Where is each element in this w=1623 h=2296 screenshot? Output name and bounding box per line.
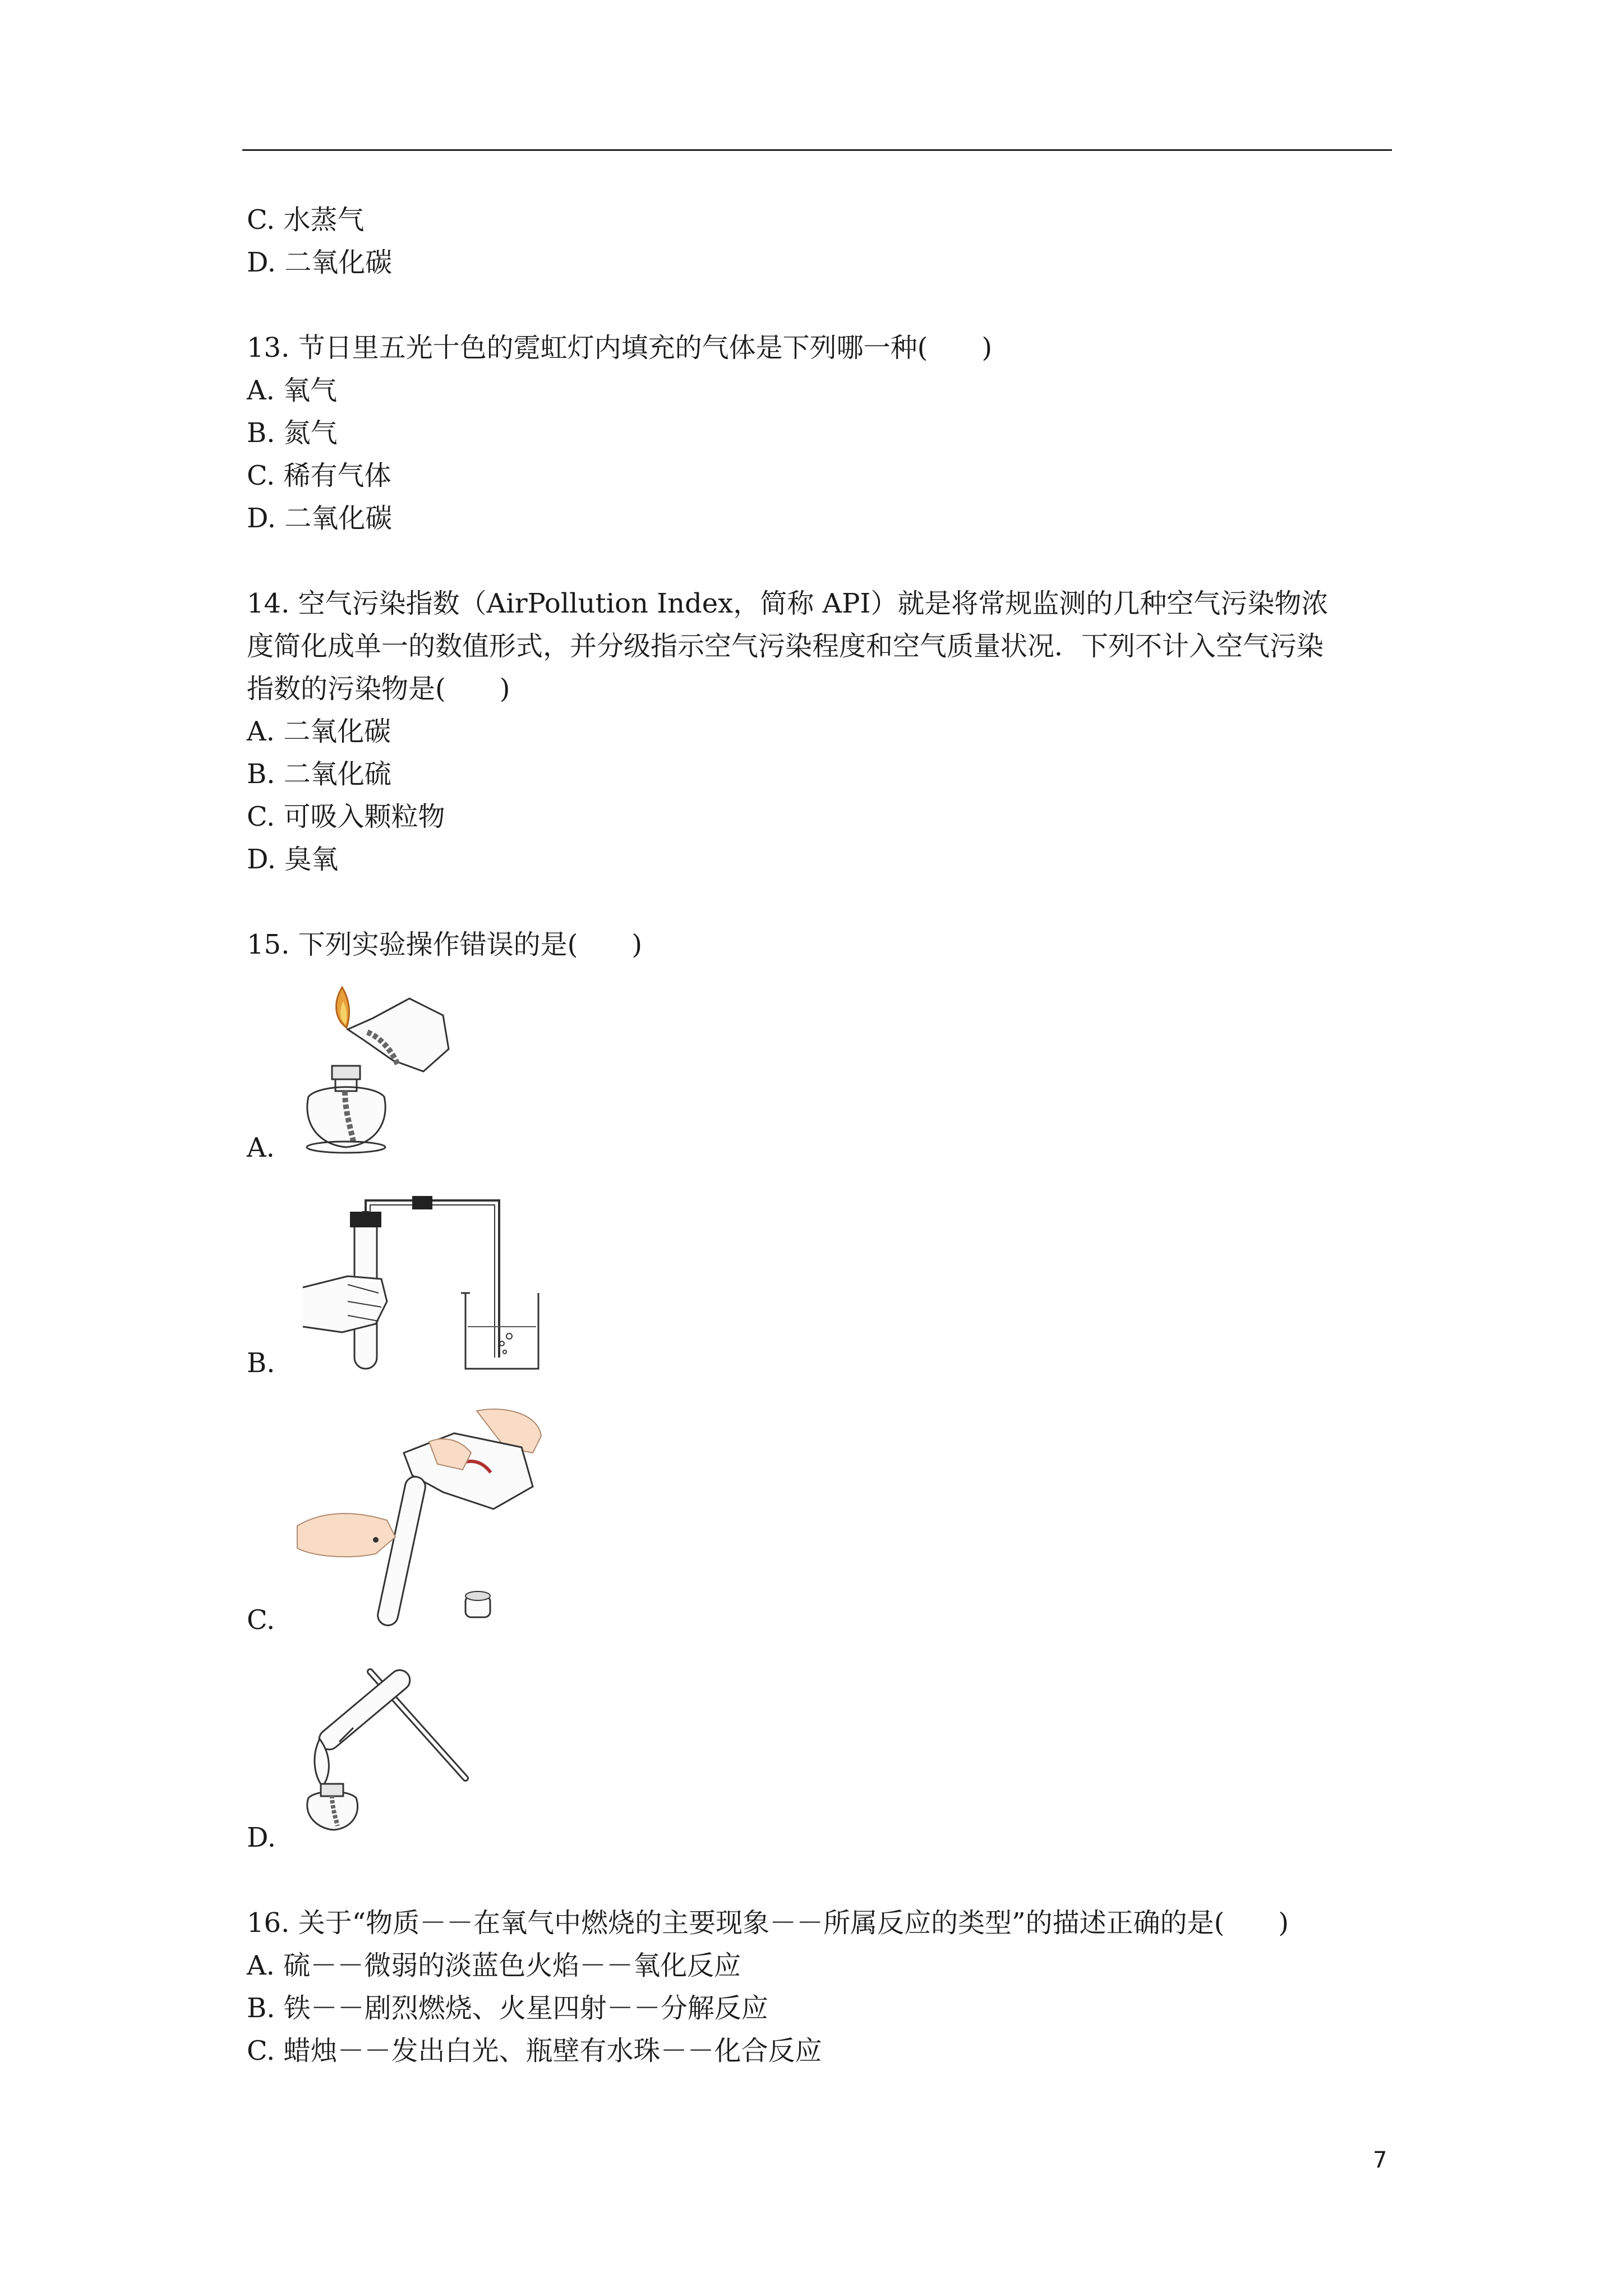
q12-option-d: D. 二氧化碳 (247, 247, 393, 278)
q13-option-d: D. 二氧化碳 (247, 503, 393, 534)
q15-option-d: D. (247, 1822, 276, 1853)
q15-option-a: A. (247, 1132, 275, 1163)
airtightness-check-figure (292, 1189, 550, 1380)
q13-option-b: B. 氮气 (247, 417, 338, 449)
q12-option-c: C. 水蒸气 (247, 204, 365, 236)
q13-option-a: A. 氧气 (247, 375, 338, 406)
q13-stem: 13. 节日里五光十色的霓虹灯内填充的气体是下列哪一种( ) (247, 332, 993, 364)
q16-option-c: C. 蜡烛－－发出白光、瓶壁有水珠－－化合反应 (247, 2035, 822, 2067)
q14-option-a: A. 二氧化碳 (247, 716, 391, 747)
q14-option-b: B. 二氧化硫 (247, 758, 391, 790)
page-number: 7 (1373, 2147, 1387, 2173)
pouring-liquid-figure (292, 1402, 550, 1638)
q16-option-a: A. 硫－－微弱的淡蓝色火焰－－氧化反应 (247, 1950, 741, 1981)
q14-stem-line-2: 度简化成单一的数值形式，并分级指示空气污染程度和空气质量状况．下列不计入空气污染 (247, 631, 1324, 662)
q14-stem-line-3: 指数的污染物是( ) (247, 673, 510, 705)
q14-option-d: D. 臭氧 (247, 844, 339, 875)
q14-option-c: C. 可吸入颗粒物 (247, 801, 445, 832)
heating-test-tube-figure (286, 1655, 477, 1846)
q16-option-b: B. 铁－－剧烈燃烧、火星四射－－分解反应 (247, 1993, 768, 2024)
q16-stem: 16. 关于“物质－－在氧气中燃烧的主要现象－－所属反应的类型”的描述正确的是( ) (247, 1907, 1289, 1939)
q15-stem: 15. 下列实验操作错误的是( ) (247, 929, 643, 960)
q14-stem-line-1: 14. 空气污染指数（AirPollution Index，简称 API）就是将常规监测的几种空气污染物浓 (247, 588, 1329, 619)
q13-option-c: C. 稀有气体 (247, 460, 391, 491)
alcohol-lamp-lighting-figure (280, 976, 460, 1161)
q15-option-b: B. (247, 1347, 275, 1379)
q15-option-c: C. (247, 1604, 275, 1636)
header-rule (242, 149, 1392, 151)
